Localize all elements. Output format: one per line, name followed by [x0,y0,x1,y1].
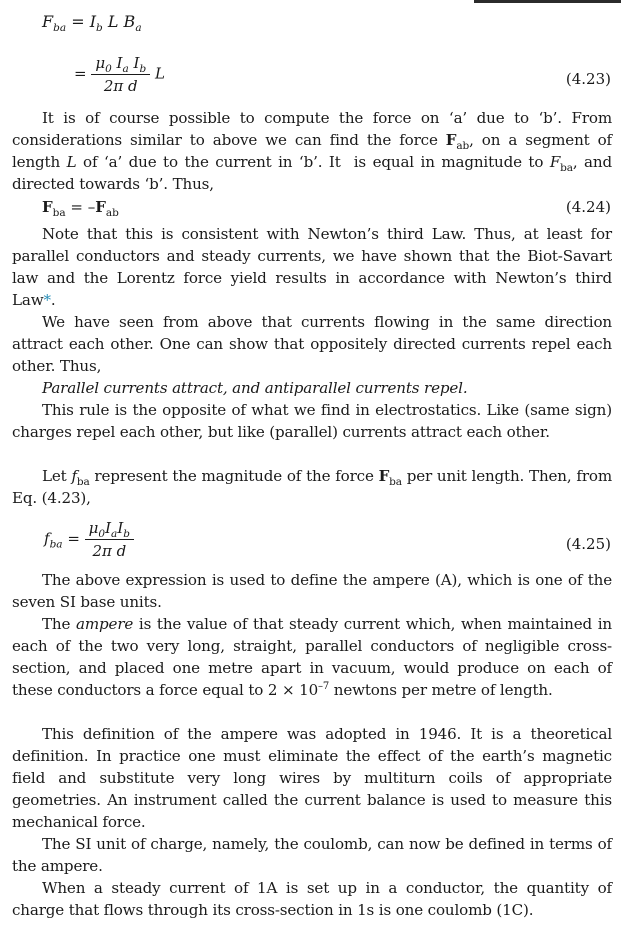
paragraph-ampere-definition-intro: The above expression is used to define the ampere (A), which is one of the seven SI base units. [12,571,612,611]
paragraph-ampere-history: This definition of the ampere was adopted in 1946. It is a theoretical definition. In practice one must eliminate the effect of the earth’s magnetic field and substitute very long wires by multiturn coils of appropriate geometries. An instrument called the current balance is used to measure this mechanical force. [12,725,612,831]
fraction-4-25: $\frac{\mu_0I_aI_b}{\text{2π d}}$ [85,519,134,560]
equation-number-4-23: (4.23) [565,70,611,88]
paragraph-force-per-length: Let $f_{ba}$ represent the magnitude of the force $F_{ba}$ per unit length. Then, from Eq. (4.23), [12,467,612,507]
rule-statement: Parallel currents attract, and antiparallel currents repel. [42,379,468,397]
top-edge-bar [474,0,621,3]
paragraph-currents-attract: We have seen from above that currents flowing in the same direction attract each other. One can show that oppositely directed currents repel each other. Thus, [12,313,612,375]
paragraph-coulomb-definition: When a steady current of 1A is set up in a conductor, the quantity of charge that flows through its cross-section in 1s is one coulomb (1C). [12,879,612,919]
equation-number-4-25: (4.25) [565,535,611,553]
paragraph-ampere-definition: The ampere is the value of that steady current which, when maintained in each of the two very long, straight, parallel conductors of negligible cross-section, and placed one metre apart in vacuum, would produce on each of these conductors a force equal to $2 \times 10^{-7}$ newtons per metre of length. [12,615,612,699]
fraction-4-23: $\frac{\mu_0 I_a I_b}{\text{2π d}}$ [91,54,150,95]
paragraph-force-on-a: It is of course possible to compute the force on ‘a’ due to ‘b’. From considerations similar to above we can find the force $F_{ab}$, on a segment of length L of ‘a’ due to the current in ‘b’. It is equal in magnitude to $F_{ba}$, and directed towards ‘b’. Thus, [12,109,612,193]
equation-4-24: $F_{ba} = -F_{ab}$ [42,198,119,219]
paragraph-electrostatics-comparison: This rule is the opposite of what we find in electrostatics. Like (same sign) charges repel each other, but like (parallel) currents attract each other. [12,401,612,441]
equation-number-4-24: (4.24) [565,198,611,216]
paragraph-coulomb-intro: The SI unit of charge, namely, the coulomb, can now be defined in terms of the ampere. [12,835,612,875]
paragraph-newton-third-law: Note that this is consistent with Newton’s third Law. Thus, at least for parallel conductors and steady currents, we have shown that the Biot-Savart law and the Lorentz force yield results in accordance with Newton’s third Law*. [12,225,612,309]
equation-4-25: $f_{ba}$ = $\frac{\mu_0I_aI_b}{\text{2π d}}$ [44,519,134,560]
equation-fba: $F_{ba} = I_b$ L $B_a$ [42,12,142,34]
footnote-asterisk[interactable]: * [43,291,51,309]
equation-4-23: = $\frac{\mu_0 I_a I_b}{\text{2π d}}$ L [74,54,165,95]
